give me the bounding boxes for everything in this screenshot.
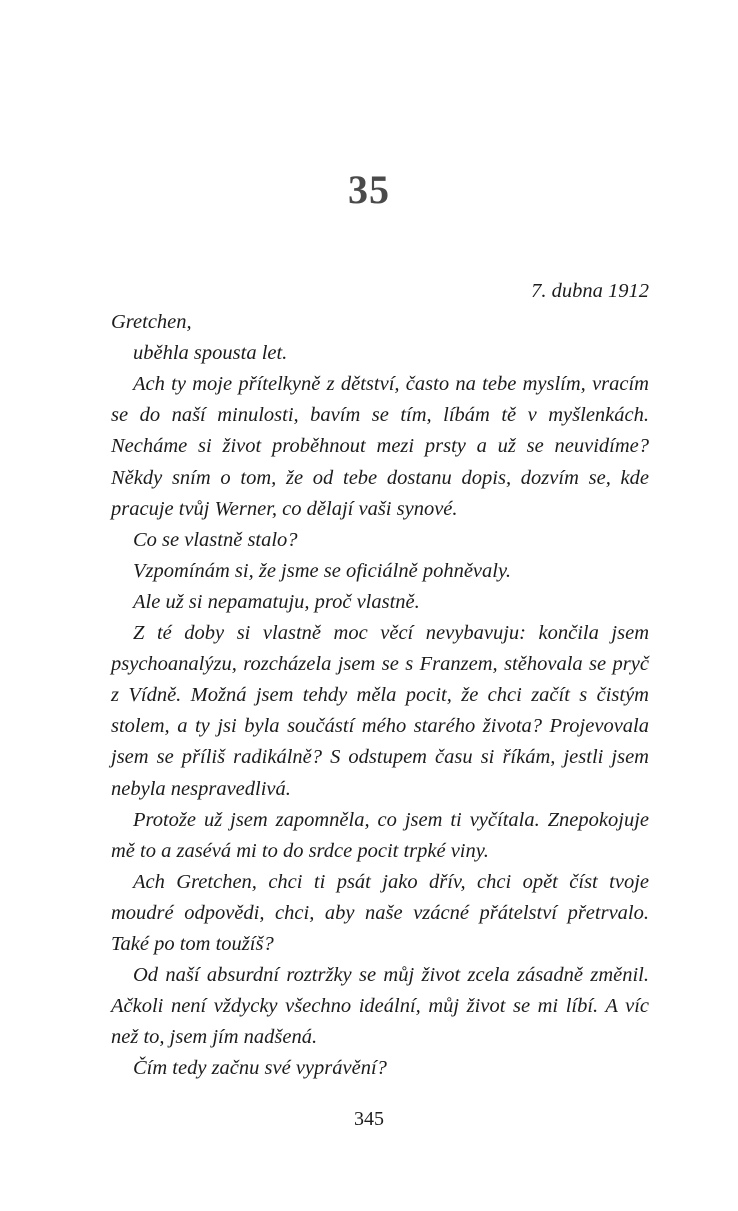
chapter-number: 35 <box>348 167 390 212</box>
letter-paragraph: Co se vlastně stalo? <box>133 528 298 551</box>
letter-paragraph: Vzpomínám si, že jsme se oficiálně pohněvaly. <box>133 559 512 582</box>
letter-paragraph: uběhla spousta let. <box>133 342 288 365</box>
letter-paragraph: Protože už jsem zapomněla, co jsem ti vyčítala. Znepokojuje mě to a zasévá mi to do srdce pocit trpké viny. <box>111 808 649 862</box>
letter-paragraph: Od naší absurdní roztržky se můj život zcela zásadně změnil. Ačkoli není vždycky všechno ideální, můj život se mi líbí. A víc než to, jsem jím nadšená. <box>111 964 649 1049</box>
letter-paragraph: Z té doby si vlastně moc věcí nevybavuju: končila jsem psychoanalýzu, rozcházela jsem se s Franzem, stěhovala se pryč z Vídně. Možná jsem tehdy měla pocit, že chci začít s čistým stolem, a ty jsi byla součástí mého starého života? Projevovala jsem se příliš radikálně? S odstupem času si říkám, jestli jsem nebyla nespravedlivá. <box>111 622 649 800</box>
letter-body <box>111 276 649 1084</box>
letter-paragraph: Ach ty moje přítelkyně z dětství, často na tebe myslím, vracím se do naší minulosti, bavím se tím, líbám tě v myšlenkách. Necháme si život proběhnout mezi prsty a už se neuvidíme? Někdy sním o tom, že od tebe dostanu dopis, dozvím se, kde pracuje tvůj Werner, co dělají vaši synové. <box>111 373 649 520</box>
page-number: 345 <box>354 1108 384 1130</box>
letter-date: 7. dubna 1912 <box>531 280 649 302</box>
letter-salutation: Gretchen, <box>111 311 192 334</box>
letter-paragraph: Čím tedy začnu své vyprávění? <box>133 1057 387 1080</box>
letter-paragraph: Ach Gretchen, chci ti psát jako dřív, chci opět číst tvoje moudré odpovědi, chci, aby naše vzácné přátelství přetrvalo. Také po tom toužíš? <box>111 870 649 955</box>
letter-paragraph: Ale už si nepamatuju, proč vlastně. <box>133 590 420 613</box>
